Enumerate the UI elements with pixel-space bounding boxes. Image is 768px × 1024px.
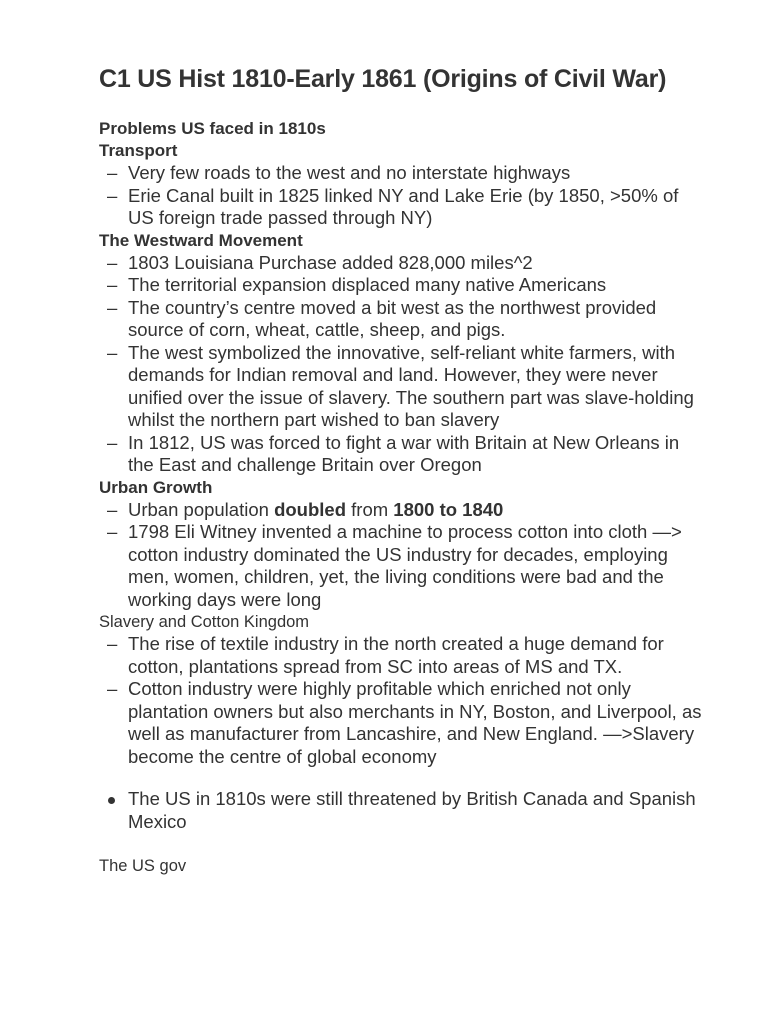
dash-marker: –	[107, 498, 118, 520]
section-heading-urban: Urban Growth	[99, 477, 213, 497]
list-item: – The west symbolized the innovative, self-reliant white farmers, with demands for Indian removal and land. However, they were never unified over the issue of slavery. The southern part was slave-holding whilst the northern part wished to ban slavery	[107, 341, 694, 430]
dash-marker: –	[107, 274, 118, 295]
page-title: C1 US Hist 1810-Early 1861 (Origins of Civil War)	[99, 65, 667, 93]
westward-list	[99, 252, 708, 477]
bullet-list	[99, 788, 708, 833]
dash-marker: –	[107, 431, 118, 453]
list-item: – 1803 Louisiana Purchase added 828,000 miles^2	[107, 251, 533, 273]
bold-text: doubled	[274, 498, 346, 520]
transport-list	[99, 162, 708, 230]
dash-marker: –	[107, 341, 118, 363]
bold-text: 1800 to 1840	[393, 498, 504, 520]
section-heading-transport: Transport	[99, 141, 178, 160]
list-item: – Very few roads to the west and no interstate highways	[107, 162, 571, 183]
list-item: – 1798 Eli Witney invented a machine to process cotton into cloth —> cotton industry dominated the US industry for decades, employing men, women, children, yet, the living conditions were bad and the working days were long	[107, 521, 682, 610]
dash-marker: –	[107, 296, 118, 318]
section-heading-westward: The Westward Movement	[99, 230, 303, 250]
list-item: The US in 1810s were still threatened by British Canada and Spanish Mexico	[99, 788, 708, 833]
bullet-dot-icon	[108, 797, 115, 804]
list-item: – Urban population doubled from 1800 to 1840	[107, 498, 504, 520]
section-heading-slavery: Slavery and Cotton Kingdom	[99, 613, 310, 631]
list-item: – The rise of textile industry in the north created a huge demand for cotton, plantations spread from SC into areas of MS and TX.	[107, 633, 664, 677]
list-item: – Erie Canal built in 1825 linked NY and Lake Erie (by 1850, >50% of US foreign trade passed through NY)	[107, 184, 679, 228]
urban-list	[99, 499, 708, 612]
dash-marker: –	[107, 251, 118, 273]
section-heading-problems: Problems US faced in 1810s	[99, 119, 326, 138]
dash-marker: –	[107, 184, 118, 206]
slavery-list	[99, 633, 708, 768]
dash-marker: –	[107, 633, 118, 654]
trailing-text: The US gov	[99, 857, 187, 875]
dash-marker: –	[107, 678, 118, 699]
list-item: – The country’s centre moved a bit west as the northwest provided source of corn, wheat, cattle, sheep, and pigs.	[107, 296, 657, 340]
list-item: – Cotton industry were highly profitable which enriched not only plantation owners but also merchants in NY, Boston, and Liverpool, as well as manufacturer from Lancashire, and New England. —>Slavery become the centre of global economy	[107, 678, 702, 767]
dash-marker: –	[107, 162, 118, 183]
list-item: – The territorial expansion displaced many native Americans	[107, 274, 607, 295]
dash-marker: –	[107, 521, 118, 542]
list-item: – In 1812, US was forced to fight a war with Britain at New Orleans in the East and challenge Britain over Oregon	[107, 431, 680, 475]
